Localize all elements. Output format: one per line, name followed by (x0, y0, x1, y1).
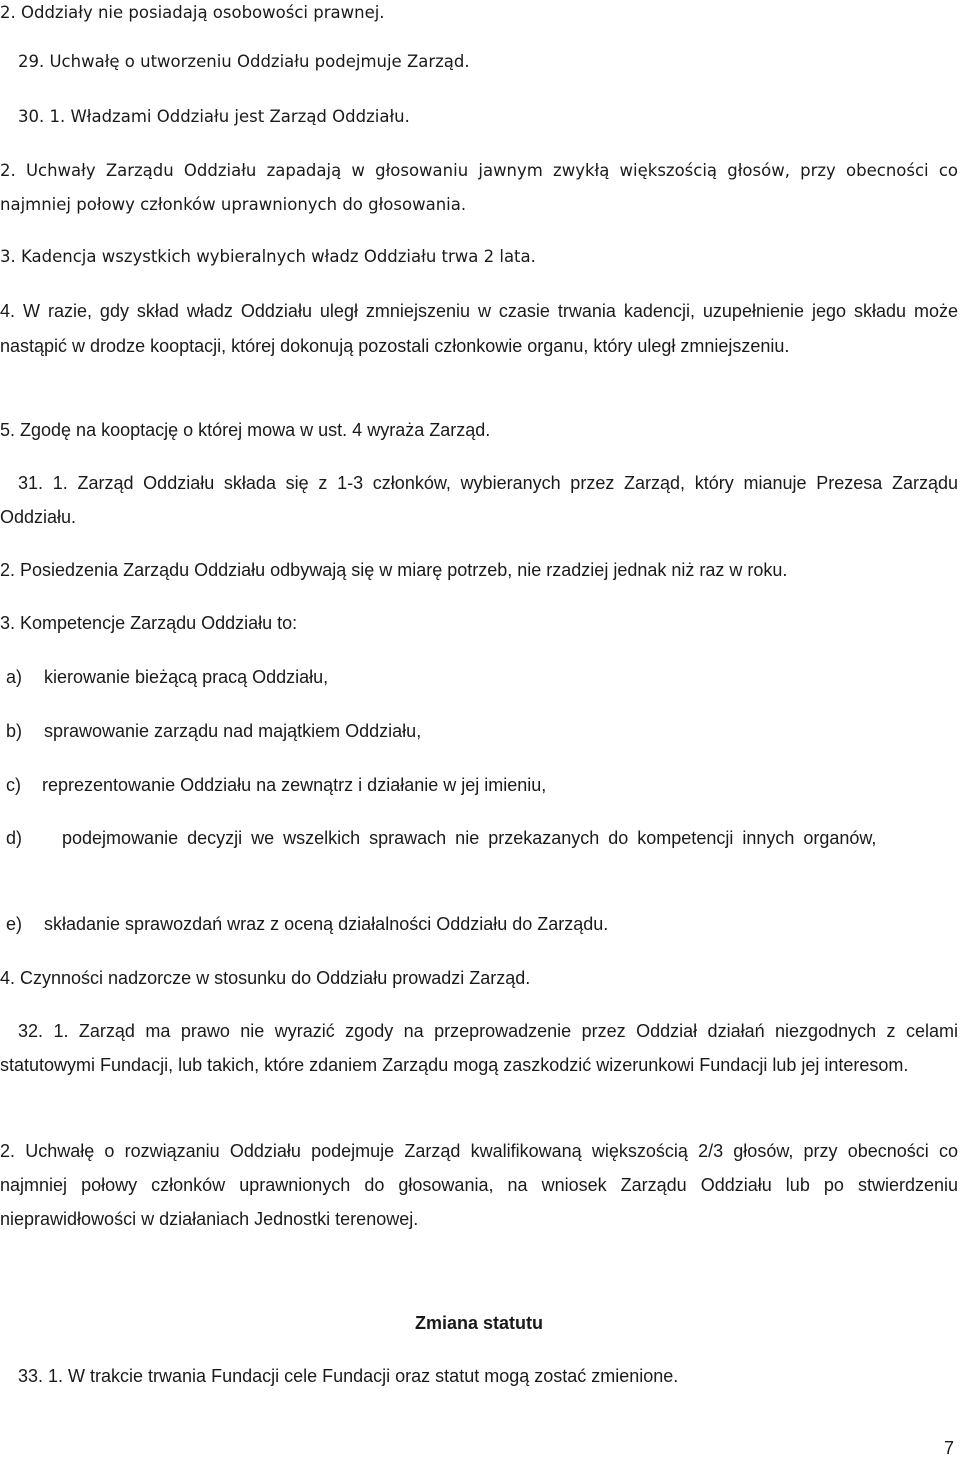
list-marker: b) (6, 721, 23, 741)
list-item (0, 768, 958, 802)
paragraph: 30. 1. Władzami Oddziału jest Zarząd Oddziału. (18, 107, 410, 126)
list-item (0, 907, 958, 941)
list-item (0, 714, 958, 748)
paragraph: 3. Kadencja wszystkich wybieralnych władz Oddziału trwa 2 lata. (0, 247, 536, 266)
paragraph: 32. 1. Zarząd ma prawo nie wyrazić zgody na przeprowadzenie przez Oddział działań niezgodnych z celami statutowymi Fundacji, lub takich, które zdaniem Zarządu mogą zaszkodzić wizerunkowi Fundacji lub jej interesom. (0, 1021, 958, 1075)
page-number: 7 (943, 1438, 954, 1458)
list-marker: a) (6, 667, 23, 687)
list-item-text: składanie sprawozdań wraz z oceną działalności Oddziału do Zarządu. (44, 914, 609, 934)
section-heading: Zmiana statutu (414, 1313, 543, 1333)
paragraph: 2. Uchwałę o rozwiązaniu Oddziału podejmuje Zarząd kwalifikowaną większością 2/3 głosów, przy obecności co najmniej połowy członków uprawnionych do głosowania, na wniosek Zarządu Oddziału lub po stwierdzeniu nieprawidłowości w działaniach Jednostki terenowej. (0, 1141, 958, 1229)
paragraph: 29. Uchwałę o utworzeniu Oddziału podejmuje Zarząd. (18, 52, 470, 71)
paragraph: 2. Uchwały Zarządu Oddziału zapadają w głosowaniu jawnym zwykłą większością głosów, przy obecności co najmniej połowy członków uprawnionych do głosowania. (0, 161, 958, 214)
list-item-text: podejmowanie decyzji we wszelkich sprawach nie przekazanych do kompetencji innych organów, (62, 828, 877, 848)
list-item-text: kierowanie bieżącą pracą Oddziału, (44, 667, 329, 687)
paragraph: 4. W razie, gdy skład władz Oddziału uległ zmniejszeniu w czasie trwania kadencji, uzupełnienie jego składu może nastąpić w drodze kooptacji, której dokonują pozostali członkowie organu, który uległ zmniejszeniu. (0, 301, 958, 356)
paragraph: 5. Zgodę na kooptację o której mowa w ust. 4 wyraża Zarząd. (0, 420, 491, 440)
paragraph: 33. 1. W trakcie trwania Fundacji cele Fundacji oraz statut mogą zostać zmienione. (18, 1366, 679, 1386)
paragraph: 2. Posiedzenia Zarządu Oddziału odbywają się w miarę potrzeb, nie rzadziej jednak niż raz w roku. (0, 560, 788, 580)
list-marker: e) (6, 914, 23, 934)
paragraph: 4. Czynności nadzorcze w stosunku do Oddziału prowadzi Zarząd. (0, 968, 531, 988)
list-item (0, 821, 958, 855)
list-marker: c) (6, 775, 21, 795)
list-item-text: sprawowanie zarządu nad majątkiem Oddziału, (44, 721, 422, 741)
list-item-text: reprezentowanie Oddziału na zewnątrz i działanie w jej imieniu, (42, 775, 547, 795)
paragraph: 3. Kompetencje Zarządu Oddziału to: (0, 613, 298, 633)
list-item (0, 660, 958, 694)
list-marker: d) (6, 828, 23, 848)
paragraph: 2. Oddziały nie posiadają osobowości prawnej. (0, 3, 385, 22)
paragraph: 31. 1. Zarząd Oddziału składa się z 1-3 członków, wybieranych przez Zarząd, który mianuje Prezesa Zarządu Oddziału. (0, 473, 958, 527)
